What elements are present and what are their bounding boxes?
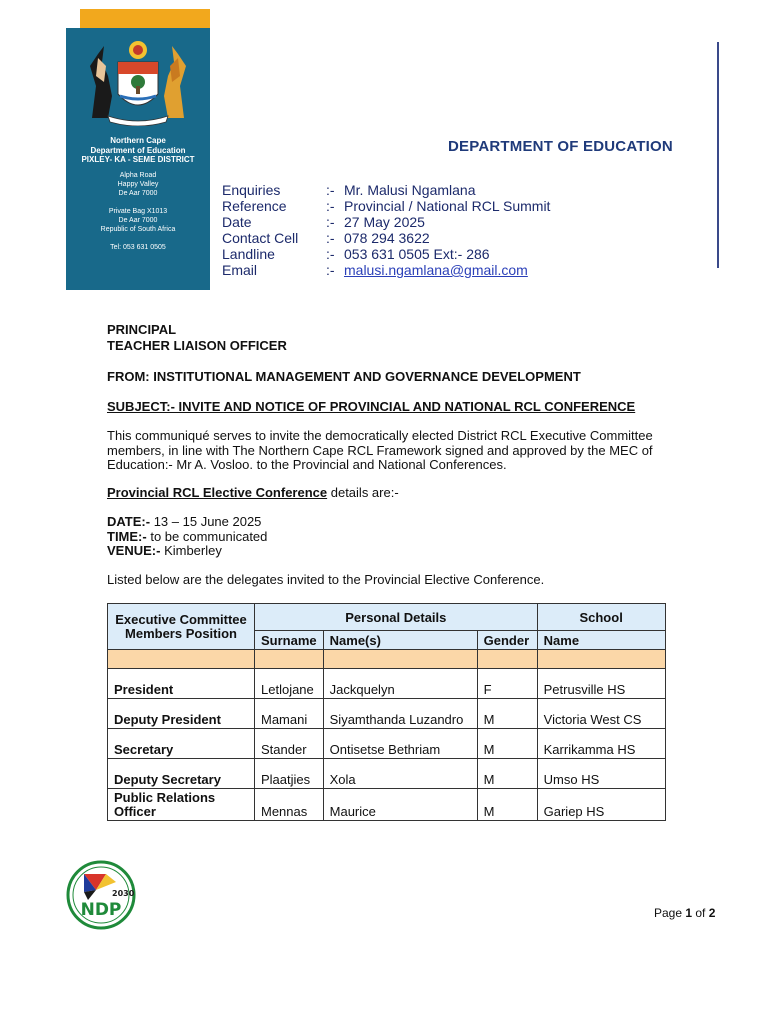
spacer-cell (537, 650, 665, 669)
cell-position: President (108, 669, 255, 699)
cell-gender: M (477, 759, 537, 789)
table-row (108, 759, 666, 789)
spacer-cell (323, 650, 477, 669)
contact-separator: :- (326, 182, 335, 198)
contact-label-reference: Reference (222, 198, 287, 214)
body-line-3: Education:- Mr A. Vosloo. to the Provincial and National Conferences. (107, 457, 507, 472)
letterhead-address-2: Happy Valley (117, 181, 159, 188)
table-row (108, 789, 666, 821)
cell-position: Public Relations Officer (108, 789, 255, 821)
cell-school: Petrusville HS (537, 669, 665, 699)
cell-gender: M (477, 699, 537, 729)
cell-school: Umso HS (537, 759, 665, 789)
subject-line: SUBJECT:- INVITE AND NOTICE OF PROVINCIAL AND NATIONAL RCL CONFERENCE (107, 399, 636, 414)
col-header-surname: Surname (255, 631, 324, 650)
date-value: 13 – 15 June 2025 (150, 514, 262, 529)
col-group-school: School (537, 604, 665, 631)
table-header-row (108, 604, 666, 631)
letterhead-postal-1: Private Bag X1013 (108, 208, 168, 215)
page-prefix: Page (654, 906, 686, 920)
conference-heading-line (107, 486, 399, 501)
table-row (108, 729, 666, 759)
cell-surname: Letlojane (255, 669, 324, 699)
addressee-tlo: TEACHER LIAISON OFFICER (107, 338, 287, 353)
cell-surname: Plaatjies (255, 759, 324, 789)
contact-separator: :- (326, 198, 335, 214)
table-row (108, 699, 666, 729)
contact-value-date: 27 May 2025 (344, 214, 425, 230)
cell-gender: M (477, 729, 537, 759)
coat-of-arms-icon (78, 36, 198, 126)
col-header-school-name: Name (537, 631, 665, 650)
venue-value: Kimberley (160, 543, 222, 558)
body-line-2: members, in line with The Northern Cape RCL Framework signed and approved by the MEC of (107, 442, 653, 458)
ndp-letters: NDP (80, 900, 122, 920)
contact-separator: :- (326, 214, 335, 230)
cell-names: Maurice (323, 789, 477, 821)
col-group-personal: Personal Details (255, 604, 538, 631)
contact-value-cell: 078 294 3622 (344, 230, 430, 246)
contact-label-email: Email (222, 262, 258, 278)
department-title: DEPARTMENT OF EDUCATION (448, 138, 673, 155)
time-value: to be communicated (146, 528, 268, 544)
conference-heading: Provincial RCL Elective Conference (107, 485, 328, 500)
letterhead-tel: Tel: 053 631 0505 (110, 244, 166, 251)
contact-value-enquiries: Mr. Malusi Ngamlana (344, 182, 476, 198)
cell-position: Deputy Secretary (108, 759, 255, 789)
listed-line: Listed below are the delegates invited to the Provincial Elective Conference. (107, 572, 545, 587)
letterhead-department: Department of Education (90, 145, 186, 155)
cell-surname: Mennas (255, 789, 324, 821)
page-of: of (692, 906, 709, 920)
cell-school: Victoria West CS (537, 699, 665, 729)
letterhead-address-1: Alpha Road (119, 172, 157, 179)
contact-separator: :- (326, 262, 335, 278)
email-link[interactable]: malusi.ngamlana@gmail.com (344, 262, 528, 278)
header-divider (717, 42, 719, 268)
letterhead-province: Northern Cape (110, 136, 166, 145)
spacer-cell (255, 650, 324, 669)
contact-label-landline: Landline (222, 246, 275, 262)
spacer-cell (477, 650, 537, 669)
ndp-year: 2030 (112, 889, 135, 898)
cell-school: Karrikamma HS (537, 729, 665, 759)
contact-separator: :- (326, 246, 335, 262)
page-current: 1 (685, 906, 693, 920)
cell-school: Gariep HS (537, 789, 665, 821)
page-total: 2 (708, 906, 716, 920)
cell-names: Siyamthanda Luzandro (323, 699, 477, 729)
conference-date-line (107, 515, 261, 530)
venue-label: VENUE:- (107, 543, 161, 558)
cell-names: Ontisetse Bethriam (323, 729, 477, 759)
spacer-cell (108, 650, 255, 669)
cell-surname: Mamani (255, 699, 324, 729)
contact-separator: :- (326, 230, 335, 246)
conference-heading-suffix: details are:- (327, 485, 399, 500)
table-spacer-row (108, 650, 666, 669)
contact-value-landline: 053 631 0505 Ext:- 286 (344, 246, 490, 262)
table-row (108, 669, 666, 699)
time-label: TIME:- (107, 528, 147, 544)
cell-position: Secretary (108, 729, 255, 759)
letterhead-postal-2: De Aar 7000 (118, 217, 158, 224)
page-number (654, 906, 715, 920)
cell-position: Deputy President (108, 699, 255, 729)
contact-label-cell: Contact Cell (222, 230, 299, 246)
letterhead-address-3: De Aar 7000 (118, 190, 158, 197)
letterhead-postal-3: Republic of South Africa (100, 226, 176, 233)
col-header-names: Name(s) (323, 631, 477, 650)
cell-surname: Stander (255, 729, 324, 759)
delegates-table (107, 603, 666, 821)
body-line-1: This communiqué serves to invite the democratically elected District RCL Executive Committee (107, 428, 653, 443)
date-label: DATE:- (107, 514, 151, 529)
cell-names: Xola (323, 759, 477, 789)
conference-time-line (107, 530, 267, 545)
col-header-gender: Gender (477, 631, 537, 650)
contact-value-reference: Provincial / National RCL Summit (344, 198, 551, 214)
cell-gender: F (477, 669, 537, 699)
addressee-principal: PRINCIPAL (107, 322, 177, 337)
conference-venue-line (107, 544, 222, 559)
cell-names: Jackquelyn (323, 669, 477, 699)
from-line: FROM: INSTITUTIONAL MANAGEMENT AND GOVERNANCE DEVELOPMENT (107, 369, 581, 384)
letterhead-district: PIXLEY- KA - SEME DISTRICT (81, 155, 195, 164)
cell-gender: M (477, 789, 537, 821)
col-header-position: Executive Committee Members Position (108, 604, 255, 650)
ndp-logo-icon (66, 860, 136, 930)
contact-label-enquiries: Enquiries (222, 182, 281, 198)
contact-label-date: Date (222, 214, 252, 230)
